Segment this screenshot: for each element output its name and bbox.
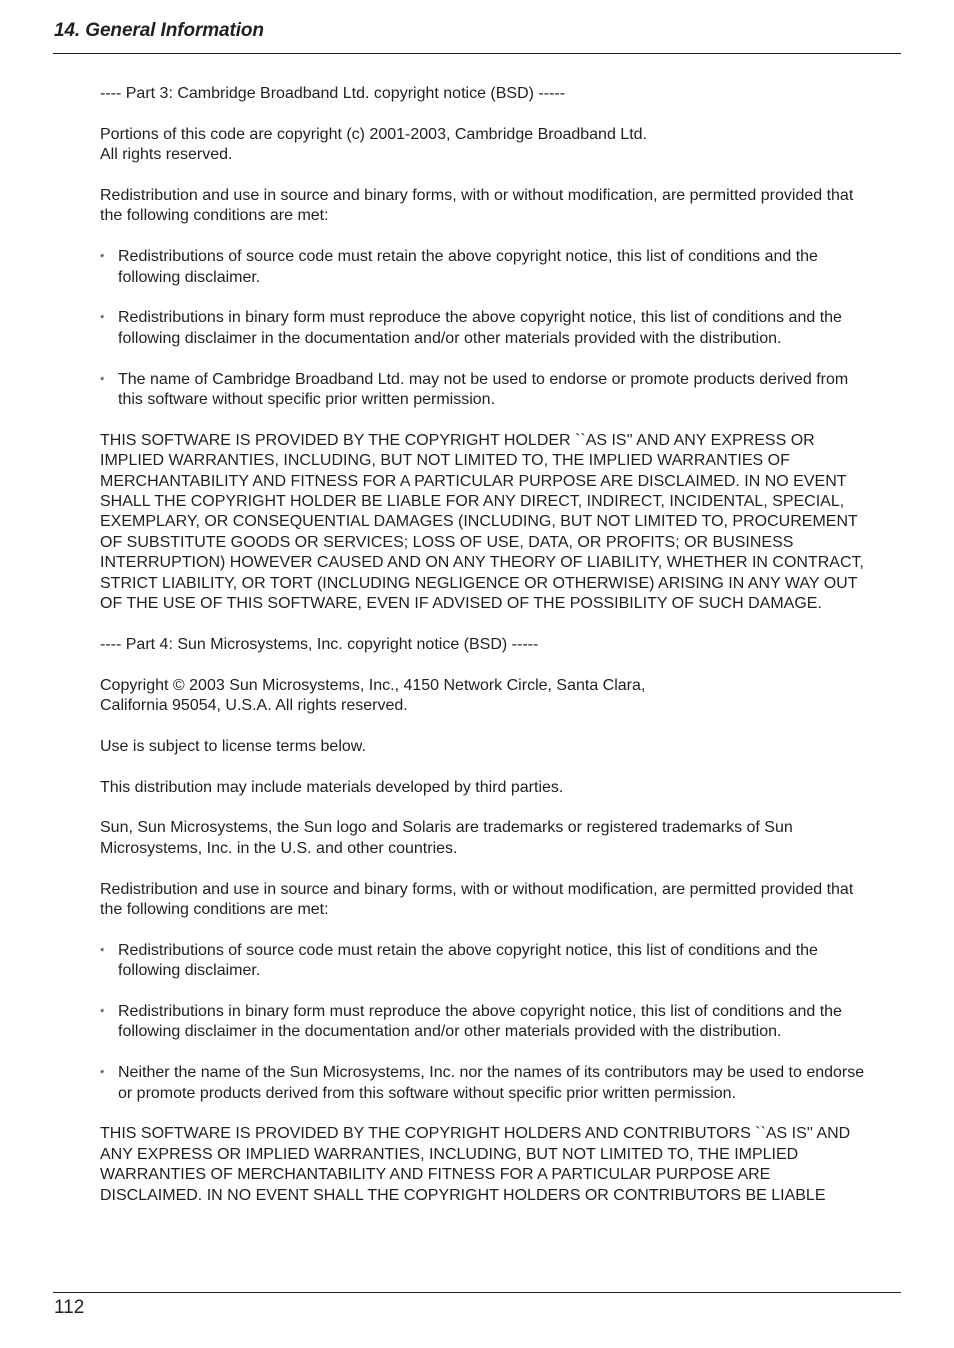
part3-redistribution-intro: Redistribution and use in source and binary forms, with or without modification, are permitted provided that the following conditions are met: [100, 187, 854, 225]
part3-condition-1 [100, 247, 870, 288]
condition-text: Redistributions in binary form must reproduce the above copyright notice, this list of conditions and the following disclaimer in the documentation and/or other materials provided with the distribution. [118, 309, 842, 347]
bullet-asterisk-icon: * [100, 252, 105, 265]
part4-third-party-note: This distribution may include materials developed by third parties. [100, 778, 564, 796]
condition-text: Redistributions in binary form must reproduce the above copyright notice, this list of conditions and the following disclaimer in the documentation and/or other materials provided with the distribution. [118, 1003, 842, 1041]
part3-condition-2 [100, 308, 870, 349]
page-number: 112 [54, 1297, 85, 1318]
document-body [100, 84, 870, 1226]
bullet-asterisk-icon: * [100, 374, 105, 387]
part4-trademark-note: Sun, Sun Microsystems, the Sun logo and Solaris are trademarks or registered trademarks of Sun Microsystems, Inc. in the U.S. and other countries. [100, 819, 793, 857]
condition-text: Redistributions of source code must retain the above copyright notice, this list of conditions and the following disclaimer. [118, 248, 818, 286]
footer-divider [53, 1292, 901, 1293]
part4-heading: ---- Part 4: Sun Microsystems, Inc. copyright notice (BSD) ----- [100, 635, 539, 653]
part4-license-note: Use is subject to license terms below. [100, 737, 366, 755]
part4-condition-2 [100, 1002, 870, 1043]
part4-condition-1 [100, 941, 870, 982]
bullet-asterisk-icon: * [100, 313, 105, 326]
header-divider [53, 53, 901, 54]
bullet-asterisk-icon: * [100, 1068, 105, 1081]
part3-condition-3 [100, 370, 870, 411]
part3-disclaimer: THIS SOFTWARE IS PROVIDED BY THE COPYRIGHT HOLDER ``AS IS'' AND ANY EXPRESS OR IMPLIED WARRANTIES, INCLUDING, BUT NOT LIMITED TO, THE IMPLIED WARRANTIES OF MERCHANTABILITY AND FITNESS FOR A PARTICULAR PURPOSE ARE DISCLAIMED. IN NO EVENT SHALL THE COPYRIGHT HOLDER BE LIABLE FOR ANY DIRECT, INDIRECT, INCIDENTAL, SPECIAL, EXEMPLARY, OR CONSEQUENTIAL DAMAGES (INCLUDING, BUT NOT LIMITED TO, PROCUREMENT OF SUBSTITUTE GOODS OR SERVICES; LOSS OF USE, DATA, OR PROFITS; OR BUSINESS INTERRUPTION) HOWEVER CAUSED AND ON ANY THEORY OF LIABILITY, WHETHER IN CONTRACT, STRICT LIABILITY, OR TORT (INCLUDING NEGLIGENCE OR OTHERWISE) ARISING IN ANY WAY OUT OF THE USE OF THIS SOFTWARE, EVEN IF ADVISED OF THE POSSIBILITY OF SUCH DAMAGE. [100, 431, 864, 613]
condition-text: Redistributions of source code must retain the above copyright notice, this list of conditions and the following disclaimer. [118, 941, 818, 980]
bullet-asterisk-icon: * [100, 945, 105, 958]
part4-redistribution-intro: Redistribution and use in source and binary forms, with or without modification, are permitted provided that the following conditions are met: [100, 880, 854, 919]
part4-condition-3 [100, 1063, 870, 1104]
section-title: 14. General Information [54, 20, 264, 41]
condition-text: The name of Cambridge Broadband Ltd. may not be used to endorse or promote products derived from this software without specific prior written permission. [118, 370, 849, 409]
part3-heading: ---- Part 3: Cambridge Broadband Ltd. copyright notice (BSD) ----- [100, 85, 566, 102]
part4-disclaimer: THIS SOFTWARE IS PROVIDED BY THE COPYRIGHT HOLDERS AND CONTRIBUTORS ``AS IS'' AND ANY EXPRESS OR IMPLIED WARRANTIES, INCLUDING, BUT NOT LIMITED TO, THE IMPLIED WARRANTIES OF MERCHANTABILITY AND FITNESS FOR A PARTICULAR PURPOSE ARE DISCLAIMED. IN NO EVENT SHALL THE COPYRIGHT HOLDERS OR CONTRIBUTORS BE LIABLE [100, 1125, 851, 1204]
part4-copyright: Copyright © 2003 Sun Microsystems, Inc., 4150 Network Circle, Santa Clara, California 95054, U.S.A. All rights reserved. [100, 676, 646, 715]
bullet-asterisk-icon: * [100, 1007, 105, 1020]
condition-text: Neither the name of the Sun Microsystems, Inc. nor the names of its contributors may be used to endorse or promote products derived from this software without specific prior written permission. [118, 1064, 865, 1102]
part3-copyright: Portions of this code are copyright (c) 2001-2003, Cambridge Broadband Ltd. All rights reserved. [100, 125, 647, 164]
